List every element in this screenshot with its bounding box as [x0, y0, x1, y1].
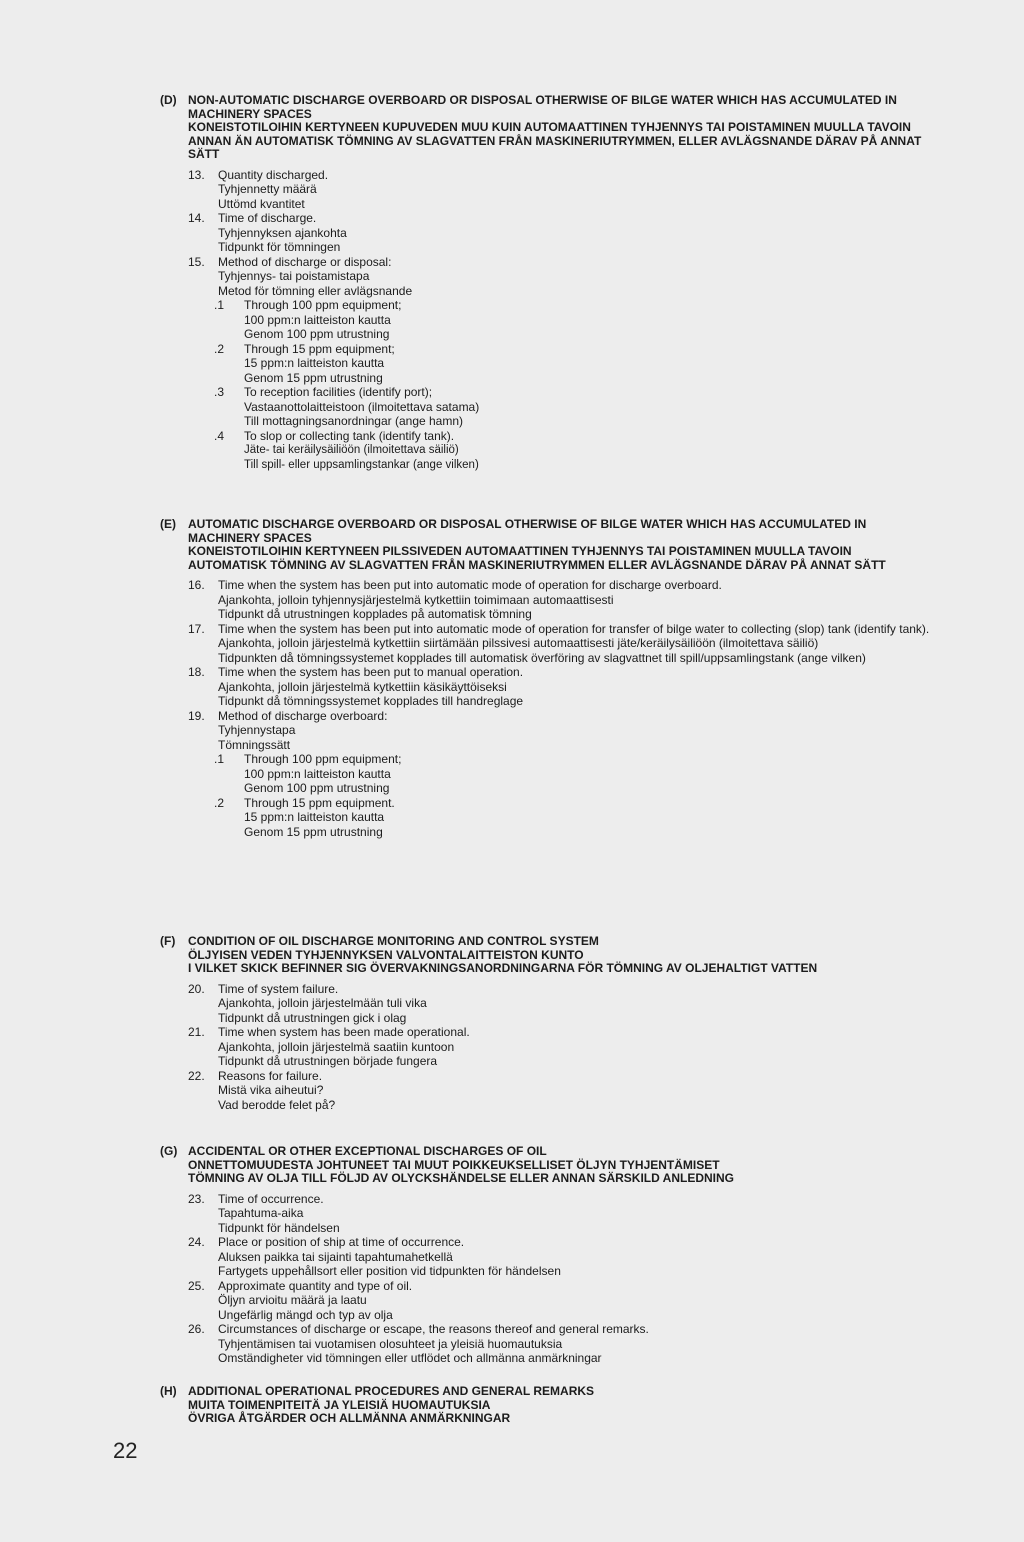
sub-item-4 [214, 428, 938, 473]
item-line: Vad berodde felet på? [218, 1097, 336, 1112]
item-line: Tidpunkt då utrustningen gick i olag [218, 1010, 407, 1025]
item-line: Time when the system has been put into automatic mode of operation for discharge overboard. [218, 578, 722, 593]
item-number: 17. [188, 621, 205, 636]
sub-item-line: 15 ppm:n laitteiston kautta [244, 810, 385, 825]
page-number: 22 [113, 1438, 138, 1463]
heading-finnish: KONEISTOTILOIHIN KERTYNEEN PILSSIVEDEN AUTOMAATTINEN TYHJENNYS TAI POISTAMINEN MUULLA TAVOIN [188, 544, 852, 559]
heading-finnish: KONEISTOTILOIHIN KERTYNEEN KUPUVEDEN MUU KUIN AUTOMAATTINEN TYHJENNYS TAI POISTAMINEN MUULLA TAVOIN [188, 120, 911, 135]
item-line: Mistä vika aiheutui? [218, 1083, 324, 1098]
sub-item-line: Through 100 ppm equipment; [244, 752, 402, 767]
item-number: 15. [188, 254, 205, 269]
sub-item-3 [214, 385, 938, 429]
sub-item-number: .2 [214, 341, 225, 356]
item-number: 26. [188, 1322, 205, 1337]
section-heading [188, 1385, 938, 1426]
item-line: Method of discharge or disposal: [218, 254, 392, 269]
item-number: 21. [188, 1025, 205, 1040]
item-line: Time of occurrence. [218, 1191, 324, 1206]
item-line: Fartygets uppehållsort eller position vid tidpunkten för händelsen [218, 1264, 561, 1279]
item-number: 14. [188, 211, 205, 226]
sub-item-line: Till spill- eller uppsamlingstankar (ange vilken) [244, 458, 479, 471]
heading-english: CONDITION OF OIL DISCHARGE MONITORING AND CONTROL SYSTEM [188, 934, 599, 948]
section-heading [188, 94, 938, 162]
section-heading [188, 1145, 938, 1186]
section-letter: (E) [160, 517, 176, 531]
heading-swedish: TÖMNING AV OLJA TILL FÖLJD AV OLYCKSHÄNDELSE ELLER ANNAN SÄRSKILD ANLEDNING [188, 1171, 735, 1186]
item-line: Tyhjennystapa [218, 723, 296, 738]
item-number: 22. [188, 1068, 205, 1083]
item-14 [188, 211, 938, 255]
item-line: Place or position of ship at time of occurrence. [218, 1235, 465, 1250]
heading-english: ACCIDENTAL OR OTHER EXCEPTIONAL DISCHARGES OF OIL [188, 1144, 547, 1158]
sub-item-2 [214, 795, 938, 840]
item-line: Time of system failure. [218, 981, 339, 996]
item-number: 13. [188, 167, 205, 182]
item-line: Tidpunkt då tömningssystemet kopplades till handreglage [218, 694, 524, 709]
item-line: Tyhjennyksen ajankohta [218, 225, 347, 240]
item-line: Ajankohta, jolloin tyhjennysjärjestelmä kytkettiin toimimaan automaattisesti [218, 592, 614, 607]
item-number: 19. [188, 708, 205, 723]
item-line: Ajankohta, jolloin järjestelmä kytkettiin siirtämään pilssivesi automaattisesti jäte/keräilysäiliöön (ilmoitettava säiliö) [218, 636, 819, 651]
item-13 [188, 168, 938, 212]
heading-finnish: ONNETTOMUUDESTA JOHTUNEET TAI MUUT POIKKEUKSELLISET ÖLJYN TYHJENTÄMISET [188, 1157, 720, 1172]
item-line: Uttömd kvantitet [218, 196, 305, 211]
item-line: Tidpunkt för tömningen [218, 240, 341, 255]
section-f [0, 935, 1024, 1112]
section-heading [188, 518, 938, 572]
item-22 [188, 1069, 938, 1113]
sub-item-line: Genom 15 ppm utrustning [244, 370, 383, 385]
item-number: 24. [188, 1235, 205, 1250]
heading-swedish: ÖVRIGA ÅTGÄRDER OCH ALLMÄNNA ANMÄRKNINGAR [188, 1411, 511, 1426]
item-line: Tidpunkten då tömningssystemet kopplades till automatisk överföring av slagvattnet till spill/uppsamlingstank (ange vilken) [218, 650, 866, 665]
item-16 [188, 578, 938, 622]
sub-item-1 [214, 298, 938, 342]
item-number: 25. [188, 1278, 205, 1293]
section-letter: (G) [160, 1144, 178, 1158]
item-line: Ajankohta, jolloin järjestelmään tuli vika [218, 996, 427, 1011]
item-line: Time when system has been made operational. [218, 1025, 470, 1040]
item-line: Time when the system has been put into automatic mode of operation for transfer of bilge water to collecting (slop) tank (identify tank). [218, 621, 930, 636]
sub-item-line: Genom 100 ppm utrustning [244, 781, 390, 796]
item-line: Ajankohta, jolloin järjestelmä saatiin kuntoon [218, 1039, 455, 1054]
sub-item-number: .2 [214, 795, 225, 810]
sub-item-line: 100 ppm:n laitteiston kautta [244, 766, 391, 781]
section-h [0, 1385, 1024, 1426]
sub-item-line: 100 ppm:n laitteiston kautta [244, 312, 391, 327]
sub-item-line: Genom 15 ppm utrustning [244, 824, 383, 839]
item-line: Tyhjennetty määrä [218, 182, 317, 197]
item-line: Tyhjennys- tai poistamistapa [218, 269, 370, 284]
sub-item-number: .3 [214, 385, 225, 400]
item-line: Tapahtuma-aika [218, 1206, 304, 1221]
item-line: Metod för tömning eller avlägsnande [218, 283, 413, 298]
item-line: Tyhjentämisen tai vuotamisen olosuhteet ja yleisiä huomautuksia [218, 1336, 563, 1351]
item-line: Tidpunkt då utrustningen kopplades på automatisk tömning [218, 607, 532, 622]
item-line: Time of discharge. [218, 211, 317, 226]
section-e [0, 518, 1024, 839]
sub-item-line: Through 15 ppm equipment; [244, 341, 395, 356]
sub-item-1 [214, 752, 938, 796]
sub-item-line: Through 15 ppm equipment. [244, 795, 395, 810]
item-line: Quantity discharged. [218, 167, 329, 182]
item-18 [188, 665, 938, 709]
heading-english: AUTOMATIC DISCHARGE OVERBOARD OR DISPOSAL OTHERWISE OF BILGE WATER WHICH HAS ACCUMULATED IN MACHINERY SPACES [188, 517, 867, 545]
item-line: Approximate quantity and type of oil. [218, 1278, 413, 1293]
sub-item-line: Vastaanottolaitteistoon (ilmoitettava satama) [244, 399, 480, 414]
item-26 [188, 1322, 938, 1366]
item-21 [188, 1025, 938, 1069]
sub-item-line: Till mottagningsanordningar (ange hamn) [244, 414, 464, 429]
sub-item-2 [214, 341, 938, 386]
section-letter: (D) [160, 93, 177, 107]
sub-item-number: .4 [214, 428, 225, 443]
sub-item-line: 15 ppm:n laitteiston kautta [244, 356, 385, 371]
item-15 [188, 255, 938, 473]
item-24 [188, 1235, 938, 1279]
item-line: Circumstances of discharge or escape, the reasons thereof and general remarks. [218, 1322, 649, 1337]
item-20 [188, 982, 938, 1026]
item-number: 18. [188, 665, 205, 680]
section-letter: (H) [160, 1384, 177, 1398]
section-d [0, 94, 1024, 472]
heading-english: NON-AUTOMATIC DISCHARGE OVERBOARD OR DISPOSAL OTHERWISE OF BILGE WATER WHICH HAS ACCUMULATED IN MACHINERY SPACES [188, 93, 897, 121]
item-line: Ajankohta, jolloin järjestelmä kytkettiin käsikäyttöiseksi [218, 679, 507, 694]
sub-item-line: Jäte- tai keräilysäiliöön (ilmoitettava säiliö) [244, 444, 459, 457]
item-line: Method of discharge overboard: [218, 708, 388, 723]
item-line: Tidpunkt för händelsen [218, 1220, 340, 1235]
heading-english: ADDITIONAL OPERATIONAL PROCEDURES AND GENERAL REMARKS [188, 1384, 595, 1398]
section-heading [188, 935, 938, 976]
sub-item-number: .1 [214, 298, 225, 313]
sub-item-line: Genom 100 ppm utrustning [244, 327, 390, 342]
heading-swedish: I VILKET SKICK BEFINNER SIG ÖVERVAKNINGSANORDNINGARNA FÖR TÖMNING AV OLJEHALTIGT VATTEN [188, 961, 818, 976]
sub-item-line: To slop or collecting tank (identify tank). [244, 428, 455, 443]
item-line: Omständigheter vid tömningen eller utflödet och allmänna anmärkningar [218, 1351, 602, 1366]
item-number: 23. [188, 1191, 205, 1206]
heading-swedish: AUTOMATISK TÖMNING AV SLAGVATTEN FRÅN MASKINERIUTRYMMEN ELLER AVLÄGSNANDE DÄRAV PÅ ANNAT SÄTT [188, 557, 886, 572]
sub-item-number: .1 [214, 752, 225, 767]
item-line: Reasons for failure. [218, 1068, 323, 1083]
section-g [0, 1145, 1024, 1366]
item-line: Öljyn arvioitu määrä ja laatu [218, 1293, 367, 1308]
item-23 [188, 1192, 938, 1236]
item-line: Ungefärlig mängd och typ av olja [218, 1307, 393, 1322]
item-line: Tidpunkt då utrustningen började fungera [218, 1054, 438, 1069]
item-line: Tömningssätt [218, 737, 291, 752]
heading-swedish: ANNAN ÄN AUTOMATISK TÖMNING AV SLAGVATTEN FRÅN MASKINERIUTRYMMEN, ELLER AVLÄGSNANDE DÄRAV PÅ ANNAT SÄTT [188, 133, 922, 162]
heading-finnish: MUITA TOIMENPITEITÄ JA YLEISIÄ HUOMAUTUKSIA [188, 1397, 491, 1412]
item-17 [188, 622, 938, 666]
item-19 [188, 709, 938, 840]
item-number: 20. [188, 981, 205, 996]
sub-item-line: To reception facilities (identify port); [244, 385, 433, 400]
item-line: Aluksen paikka tai sijainti tapahtumahetkellä [218, 1249, 453, 1264]
item-25 [188, 1279, 938, 1323]
item-number: 16. [188, 578, 205, 593]
heading-finnish: ÖLJYISEN VEDEN TYHJENNYKSEN VALVONTALAITTEISTON KUNTO [188, 947, 584, 962]
item-line: Time when the system has been put to manual operation. [218, 665, 524, 680]
section-letter: (F) [160, 934, 176, 948]
sub-item-line: Through 100 ppm equipment; [244, 298, 402, 313]
